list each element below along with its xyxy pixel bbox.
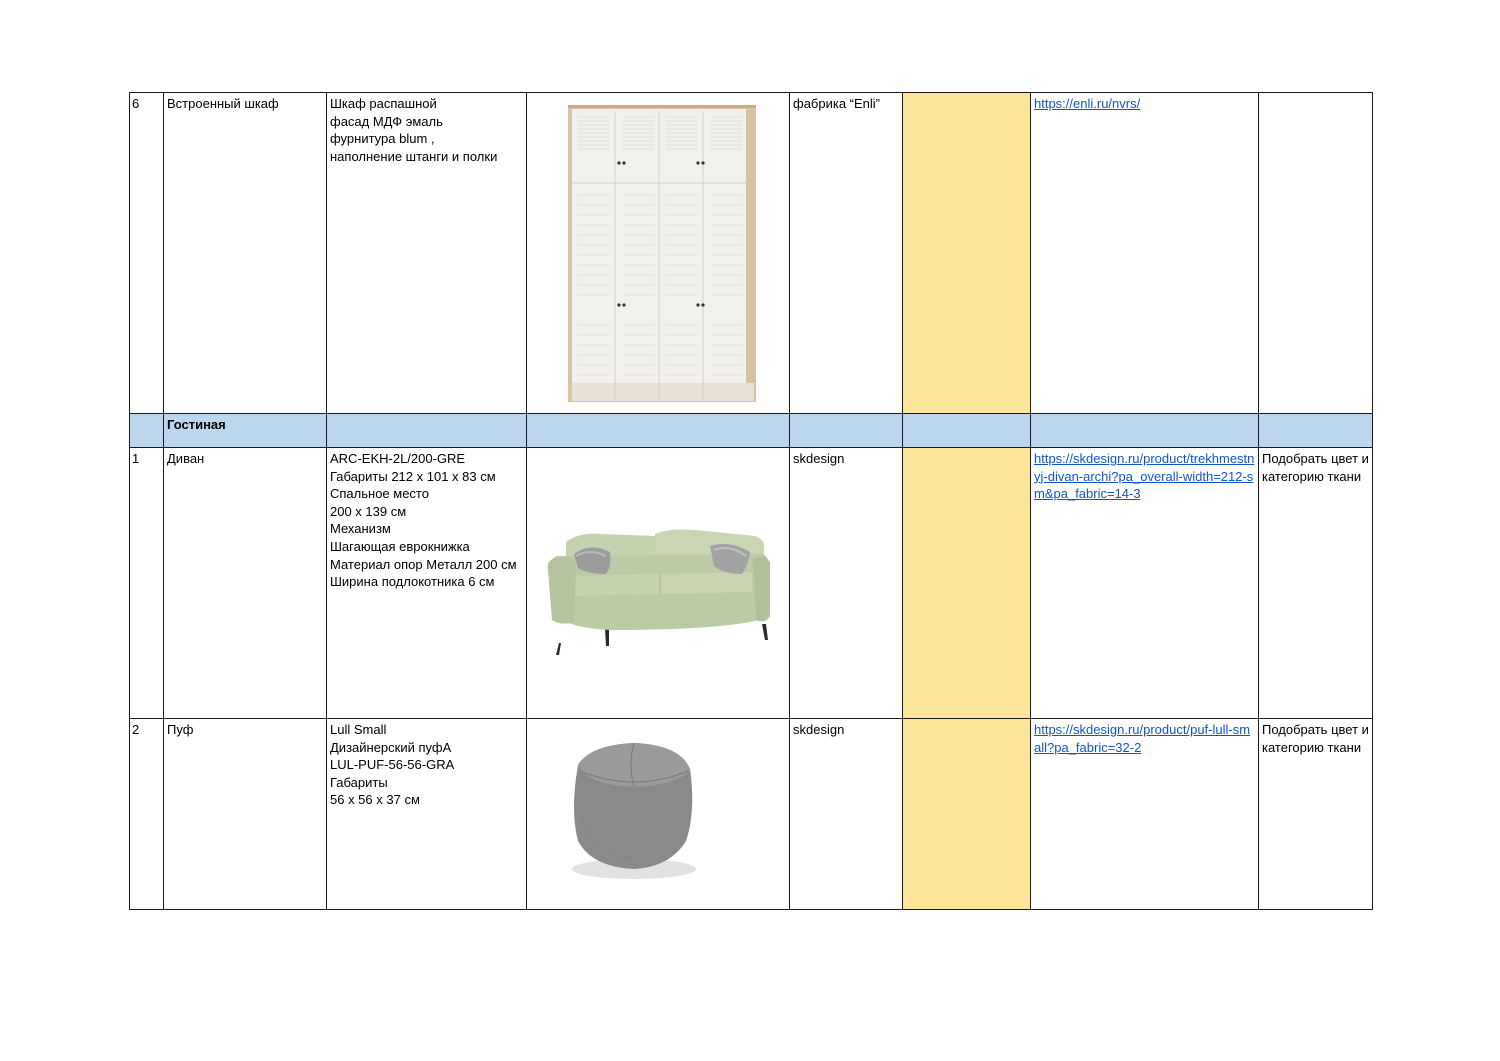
item-link[interactable]: https://skdesign.ru/product/trekhmestnyj-divan-archi?pa_overall-width=212-sm&pa_fabric=14-3	[1034, 451, 1255, 502]
table-row	[130, 719, 1373, 910]
item-price	[903, 719, 1031, 910]
item-supplier: skdesign	[790, 448, 903, 719]
table-row	[130, 93, 1373, 414]
item-name: Пуф	[164, 719, 327, 910]
item-image-cell	[527, 93, 790, 414]
item-link[interactable]: https://skdesign.ru/product/puf-lull-small?pa_fabric=32-2	[1034, 722, 1251, 755]
item-price	[903, 448, 1031, 719]
sofa-photo	[530, 450, 790, 718]
item-name: Диван	[164, 448, 327, 719]
item-description: ARC-EKH-2L/200-GRE Габариты 212 х 101 х 83 см Спальное место 200 х 139 см Механизм Шагающая еврокнижка Материал опор Металл 200 см Ширина подлокотника 6 см	[327, 448, 527, 719]
item-description: Шкаф распашной фасад МДФ эмаль фурнитура blum , наполнение штанги и полки	[327, 93, 527, 414]
item-link[interactable]: https://enli.ru/nvrs/	[1034, 96, 1141, 111]
section-row	[130, 414, 1373, 448]
item-note: Подобрать цвет и категорию ткани	[1259, 719, 1373, 910]
item-name: Встроенный шкаф	[164, 93, 327, 414]
wardrobe-photo	[530, 95, 790, 413]
item-number: 2	[130, 719, 164, 910]
item-number: 6	[130, 93, 164, 414]
item-note	[1259, 93, 1373, 414]
section-title: Гостиная	[164, 414, 327, 448]
item-link-cell	[1031, 448, 1259, 719]
item-link-cell	[1031, 719, 1259, 910]
table-row	[130, 448, 1373, 719]
item-note: Подобрать цвет и категорию ткани	[1259, 448, 1373, 719]
item-number: 1	[130, 448, 164, 719]
item-price	[903, 93, 1031, 414]
item-image-cell	[527, 448, 790, 719]
pouf-photo	[530, 721, 790, 909]
item-supplier: фабрика “Enli”	[790, 93, 903, 414]
item-link-cell	[1031, 93, 1259, 414]
specification-table	[129, 92, 1373, 910]
item-image-cell	[527, 719, 790, 910]
item-description: Lull Small Дизайнерский пуфА LUL-PUF-56-56-GRA Габариты 56 х 56 х 37 см	[327, 719, 527, 910]
item-supplier: skdesign	[790, 719, 903, 910]
